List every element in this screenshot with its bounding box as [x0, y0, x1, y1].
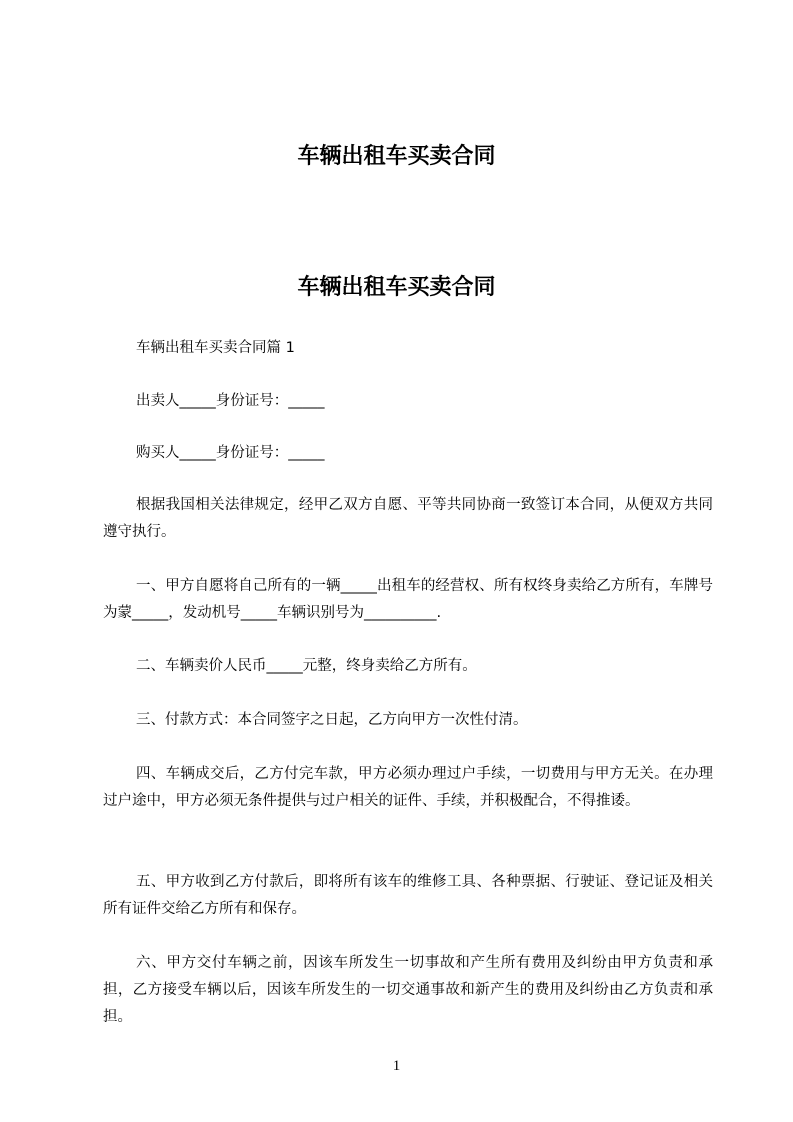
- paragraph-clause-6: 六、甲方交付车辆之前，因该车所发生一切事故和产生所有费用及纠纷由甲方负责和承担，乙方接受车辆以后，因该车所发生的一切交通事故和新产生的费用及纠纷由乙方负责和承担。: [103, 955, 713, 1025]
- section-heading: 车辆出租车买卖合同篇 1: [136, 340, 295, 356]
- contract-title: 车辆出租车买卖合同: [297, 275, 496, 300]
- page-number: 1: [392, 1058, 401, 1074]
- seller-line: 出卖人_____身份证号：_____: [136, 393, 325, 409]
- paragraph-clause-5: 五、甲方收到乙方付款后，即将所有该车的维修工具、各种票据、行驶证、登记证及相关所有证件交给乙方所有和保存。: [103, 874, 713, 917]
- paragraph-preamble: 根据我国相关法律规定，经甲乙双方自愿、平等共同协商一致签订本合同，从便双方共同遵守执行。: [103, 497, 713, 540]
- paragraph-clause-4: 四、车辆成交后，乙方付完车款，甲方必须办理过户手续，一切费用与甲方无关。在办理过户途中，甲方必须无条件提供与过户相关的证件、手续，并积极配合，不得推诿。: [103, 766, 713, 809]
- paragraph-clause-1: 一、甲方自愿将自己所有的一辆_____出租车的经营权、所有权终身卖给乙方所有，车牌号为蒙_____，发动机号_____车辆识别号为__________.: [103, 578, 713, 621]
- document-title: 车辆出租车买卖合同: [297, 144, 496, 169]
- paragraph-clause-2: 二、车辆卖价人民币_____元整，终身卖给乙方所有。: [136, 658, 477, 674]
- paragraph-clause-3: 三、付款方式：本合同签字之日起，乙方向甲方一次性付清。: [136, 712, 528, 728]
- buyer-line: 购买人_____身份证号：_____: [136, 445, 325, 461]
